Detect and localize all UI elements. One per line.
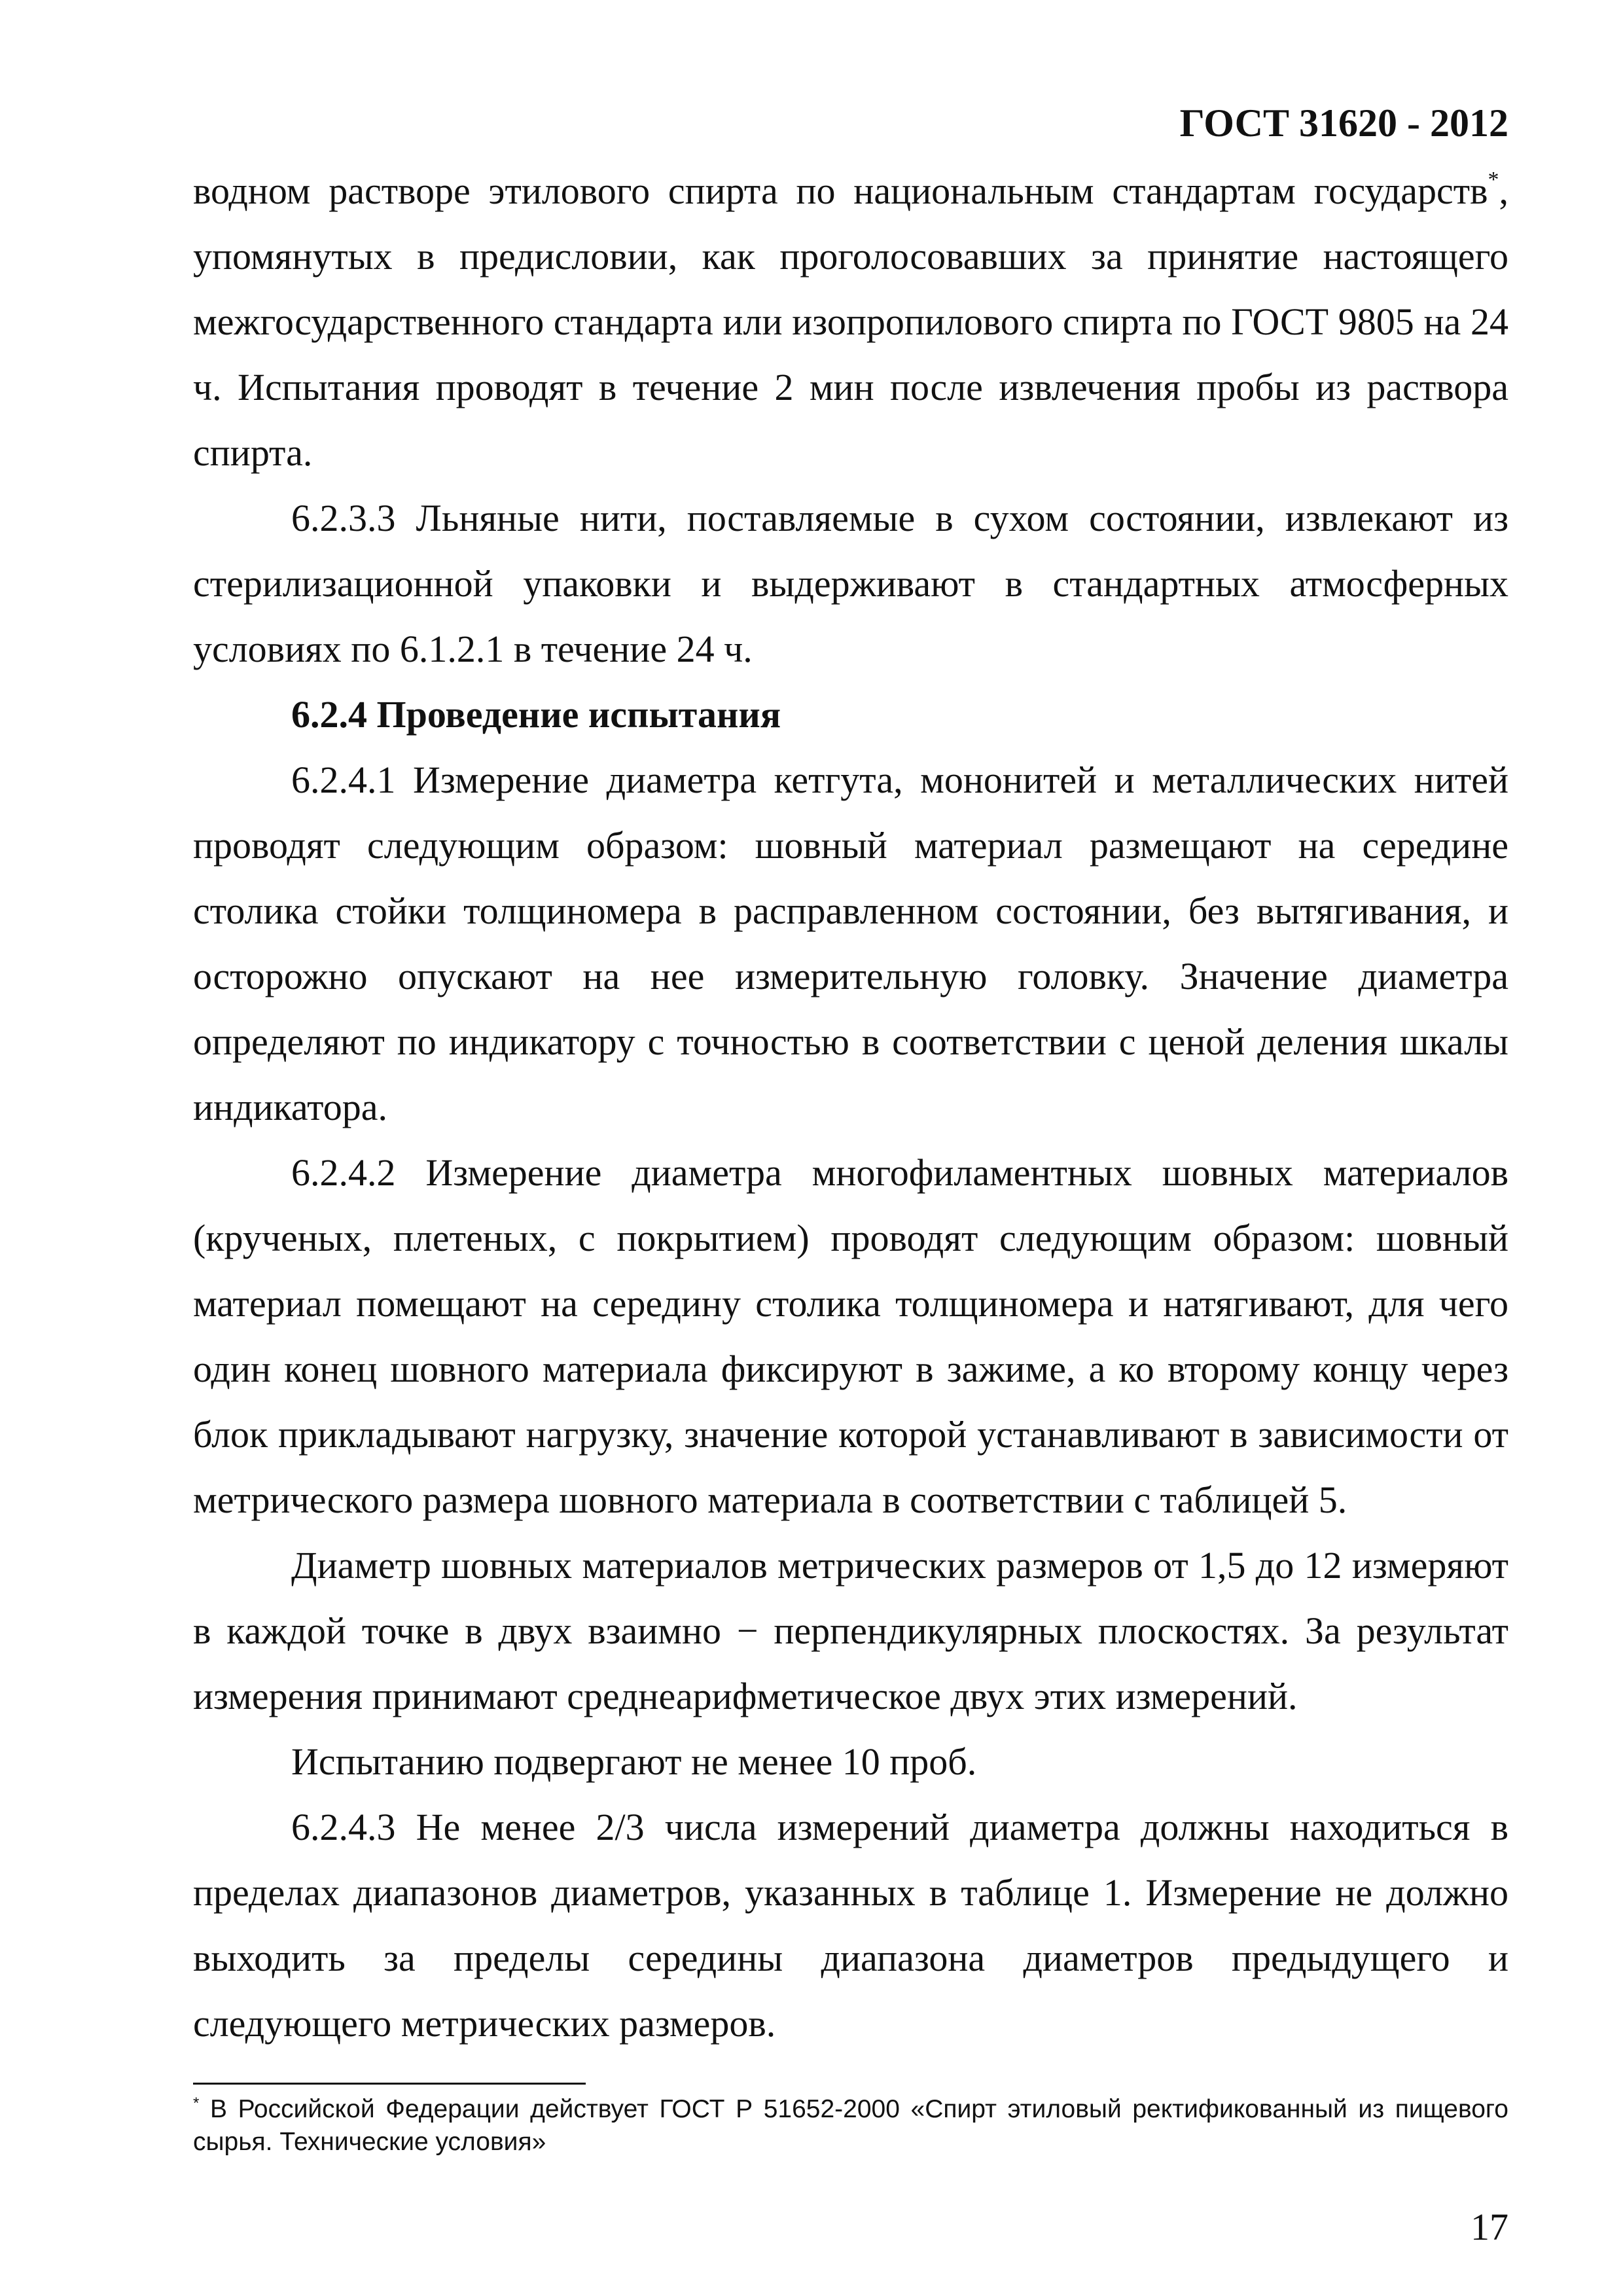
- paragraph-diameter-measurement: Диаметр шовных материалов метрических размеров от 1,5 до 12 измеряют в каждой точке в двух взаимно − перпендикулярных плоскостях. За результат измерения принимают среднеарифметическое двух этих измерений.: [193, 1544, 1508, 1717]
- paragraph-6-2-4-3: 6.2.4.3 Не менее 2/3 числа измерений диаметра должны находиться в пределах диапазонов диаметров, указанных в таблице 1. Измерение не должно выходить за пределы середины диапазона диаметров предыдущего и следующего метрических размеров.: [193, 1806, 1508, 2045]
- paragraph-6-2-3-3: 6.2.3.3 Льняные нити, поставляемые в сухом состоянии, извлекают из стерилизационной упаковки и выдерживают в стандартных атмосферных условиях по 6.1.2.1 в течение 24 ч.: [193, 497, 1508, 670]
- document-body: [193, 158, 1508, 2056]
- paragraph-text: водном растворе этилового спирта по национальным стандартам государств: [193, 170, 1488, 212]
- paragraph-sample-count: Испытанию подвергают не менее 10 проб.: [291, 1740, 977, 1783]
- standard-title: ГОСТ 31620 - 2012: [1179, 101, 1508, 145]
- section-heading-6-2-4: 6.2.4 Проведение испытания: [291, 693, 781, 736]
- paragraph-6-2-4-1: 6.2.4.1 Измерение диаметра кетгута, мононитей и металлических нитей проводят следующим образом: шовный материал размещают на середине столика стойки толщиномера в расправленном состоянии, без вытягивания, и осторожно опускают на нее измерительную головку. Значение диаметра определяют по индикатору с точностью в соответствии с ценой деления шкалы индикатора.: [193, 759, 1508, 1128]
- footnote-divider: [193, 2083, 586, 2085]
- footnote: [193, 2093, 1508, 2159]
- paragraph-text: , упомянутых в предисловии, как проголосовавших за принятие настоящего межгосударственного стандарта или изопропилового спирта по ГОСТ 9805 на 24 ч. Испытания проводят в течение 2 мин после извлечения пробы из раствора спирта.: [193, 170, 1508, 474]
- paragraph-continuation: [193, 158, 1508, 486]
- footnote-marker: *: [193, 2094, 200, 2112]
- footnote-text: В Российской Федерации действует ГОСТ Р 51652-2000 «Спирт этиловый ректификованный из пищевого сырья. Технические условия»: [193, 2095, 1508, 2156]
- page-number: 17: [1471, 2206, 1508, 2248]
- document-header: [916, 97, 1508, 149]
- footnote-marker: *: [1488, 168, 1499, 192]
- paragraph-6-2-4-2: 6.2.4.2 Измерение диаметра многофиламентных шовных материалов (крученых, плетеных, с покрытием) проводят следующим образом: шовный материал помещают на середину столика толщиномера и натягивают, для чего один конец шовного материала фиксируют в зажиме, а ко второму концу через блок прикладывают нагрузку, значение которой устанавливают в зависимости от метрического размера шовного материала в соответствии с таблицей 5.: [193, 1151, 1508, 1521]
